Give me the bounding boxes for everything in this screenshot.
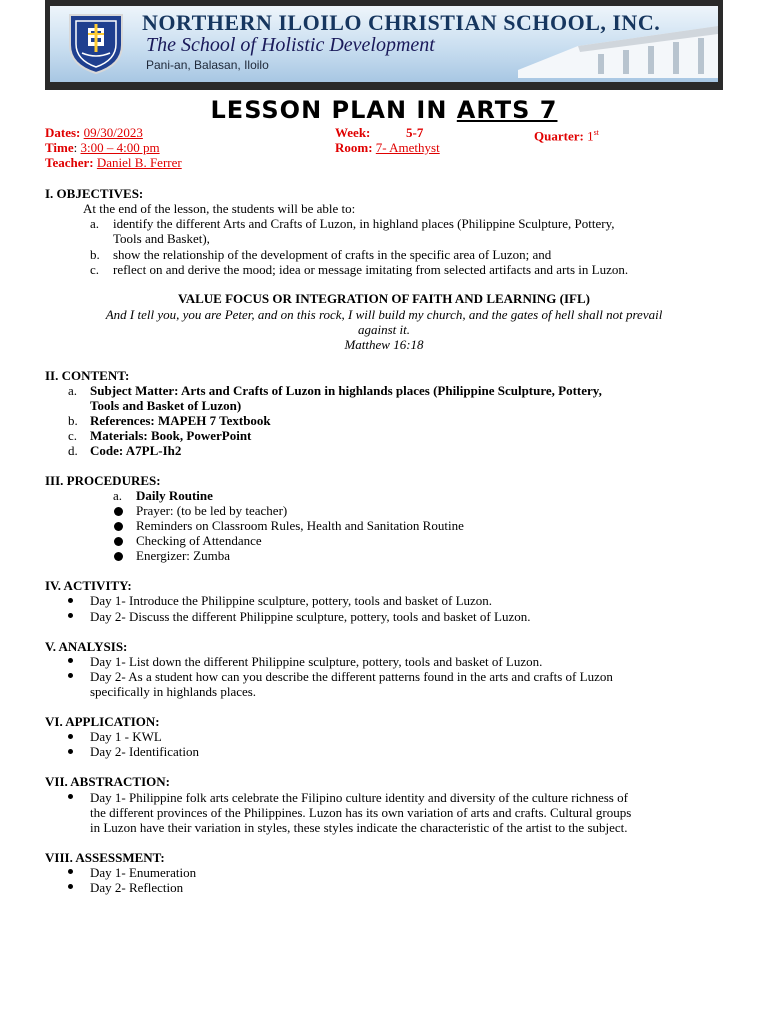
quarter-row xyxy=(534,125,599,143)
title-subject: ARTS 7 xyxy=(456,96,558,124)
content-subject-matter-cont: Tools and Basket of Luzon) xyxy=(90,398,242,413)
dates-label: Dates: xyxy=(45,125,81,140)
procedure-item: Prayer: (to be led by teacher) xyxy=(136,503,288,518)
content-marker: b. xyxy=(68,413,78,428)
procedures-heading: III. PROCEDURES: xyxy=(45,473,161,488)
teacher-row xyxy=(45,155,182,170)
bullet-dot xyxy=(114,522,123,531)
school-motto: The School of Holistic Development xyxy=(146,34,435,56)
abstraction-heading: VII. ABSTRACTION: xyxy=(45,774,170,789)
analysis-item-cont: specifically in highlands places. xyxy=(90,684,257,699)
content-references: References: MAPEH 7 Textbook xyxy=(90,413,271,428)
objective-marker: a. xyxy=(90,216,100,231)
procedures-sub-marker: a. xyxy=(113,488,123,503)
objective-text: show the relationship of the development of crafts in the specific area of Luzon; and xyxy=(113,247,552,262)
room-label: Room: xyxy=(335,140,373,155)
activity-item: Day 2- Discuss the different Philippine sculpture, pottery, tools and basket of Luzon. xyxy=(90,609,531,624)
activity-heading: IV. ACTIVITY: xyxy=(45,578,132,593)
analysis-item: Day 2- As a student how can you describe the different patterns found in the arts and crafts of Luzon xyxy=(90,669,613,684)
procedures-sub-heading: Daily Routine xyxy=(136,488,213,503)
dates-row xyxy=(45,125,143,140)
objective-marker: b. xyxy=(90,247,100,262)
lesson-plan-title xyxy=(0,96,768,124)
bullet-dot xyxy=(68,658,73,663)
bullet-dot xyxy=(68,598,73,603)
abstraction-text-cont: the different provinces of the Philippines. Luzon has its own variation of arts and crafts. Cultural groups xyxy=(90,805,632,820)
content-heading: II. CONTENT: xyxy=(45,368,130,383)
objective-text-cont: Tools and Basket), xyxy=(113,231,210,246)
bullet-dot xyxy=(114,507,123,516)
bullet-dot xyxy=(68,749,73,754)
abstraction-text-cont: in Luzon have their variation in styles, these styles indicate the characteristic of the artist to the subject. xyxy=(90,820,628,835)
activity-item: Day 1- Introduce the Philippine sculpture, pottery, tools and basket of Luzon. xyxy=(90,593,493,608)
objectives-heading: I. OBJECTIVES: xyxy=(45,186,144,201)
content-code: Code: A7PL-Ih2 xyxy=(90,443,182,458)
application-item: Day 2- Identification xyxy=(90,744,200,759)
school-banner xyxy=(45,0,723,90)
procedure-item: Reminders on Classroom Rules, Health and Sanitation Routine xyxy=(136,518,464,533)
week-label: Week: xyxy=(335,125,371,140)
analysis-heading: V. ANALYSIS: xyxy=(45,639,128,654)
content-materials: Materials: Book, PowerPoint xyxy=(90,428,252,443)
objective-text: identify the different Arts and Crafts of Luzon, in highland places (Philippine Sculpture, Pottery, xyxy=(113,216,615,231)
bullet-dot xyxy=(68,673,73,678)
content-marker: c. xyxy=(68,428,78,443)
school-address: Pani-an, Balasan, Iloilo xyxy=(146,58,269,72)
analysis-item: Day 1- List down the different Philippine sculpture, pottery, tools and basket of Luzon. xyxy=(90,654,543,669)
ifl-heading: VALUE FOCUS OR INTEGRATION OF FAITH AND LEARNING (IFL) xyxy=(178,291,590,306)
quarter-label: Quarter: xyxy=(534,128,584,144)
content-marker: d. xyxy=(68,443,78,458)
title-prefix: LESSON PLAN IN xyxy=(210,96,457,124)
school-crest-logo xyxy=(64,11,128,75)
room-value: 7- Amethyst xyxy=(375,140,440,155)
week-value: 5-7 xyxy=(406,125,424,140)
dates-value: 09/30/2023 xyxy=(83,125,143,140)
objective-text: reflect on and derive the mood; idea or message imitating from selected artifacts and arts in Luzon. xyxy=(113,262,629,277)
content-marker: a. xyxy=(68,383,78,398)
bullet-dot xyxy=(114,537,123,546)
quarter-value: 1 xyxy=(587,128,594,144)
time-value: 3:00 – 4:00 pm xyxy=(80,140,160,155)
application-heading: VI. APPLICATION: xyxy=(45,714,160,729)
assessment-heading: VIII. ASSESSMENT: xyxy=(45,850,165,865)
assessment-item: Day 2- Reflection xyxy=(90,880,184,895)
week-row xyxy=(335,125,370,140)
time-row: Time: 3:00 – 4:00 pm xyxy=(45,140,160,155)
school-name: NORTHERN ILOILO CHRISTIAN SCHOOL, INC. xyxy=(142,10,661,35)
week-value-wrap xyxy=(406,125,423,140)
procedure-item: Energizer: Zumba xyxy=(136,548,230,563)
abstraction-text: Day 1- Philippine folk arts celebrate the Filipino culture identity and diversity of the culture richness of xyxy=(90,790,628,805)
school-building-image xyxy=(518,18,718,78)
time-label: Time xyxy=(45,140,74,155)
application-item: Day 1 - KWL xyxy=(90,729,162,744)
objective-marker: c. xyxy=(90,262,100,277)
ifl-reference: Matthew 16:18 xyxy=(344,337,424,352)
objectives-intro: At the end of the lesson, the students will be able to: xyxy=(83,201,356,216)
bullet-dot xyxy=(68,794,73,799)
bullet-dot xyxy=(114,552,123,561)
content-subject-matter: Subject Matter: Arts and Crafts of Luzon in highlands places (Philippine Sculpture, Pottery, xyxy=(90,383,602,398)
bullet-dot xyxy=(68,869,73,874)
ifl-verse: And I tell you, you are Peter, and on this rock, I will build my church, and the gates of hell shall not prevail xyxy=(105,307,663,322)
procedure-item: Checking of Attendance xyxy=(136,533,262,548)
ifl-verse-cont: against it. xyxy=(357,322,410,337)
bullet-dot xyxy=(68,613,73,618)
bullet-dot xyxy=(68,884,73,889)
assessment-item: Day 1- Enumeration xyxy=(90,865,197,880)
banner-background xyxy=(50,6,718,82)
teacher-label: Teacher: xyxy=(45,155,94,170)
quarter-suffix: st xyxy=(593,128,599,137)
bullet-dot xyxy=(68,734,73,739)
room-row xyxy=(335,140,440,155)
teacher-value: Daniel B. Ferrer xyxy=(96,155,182,170)
